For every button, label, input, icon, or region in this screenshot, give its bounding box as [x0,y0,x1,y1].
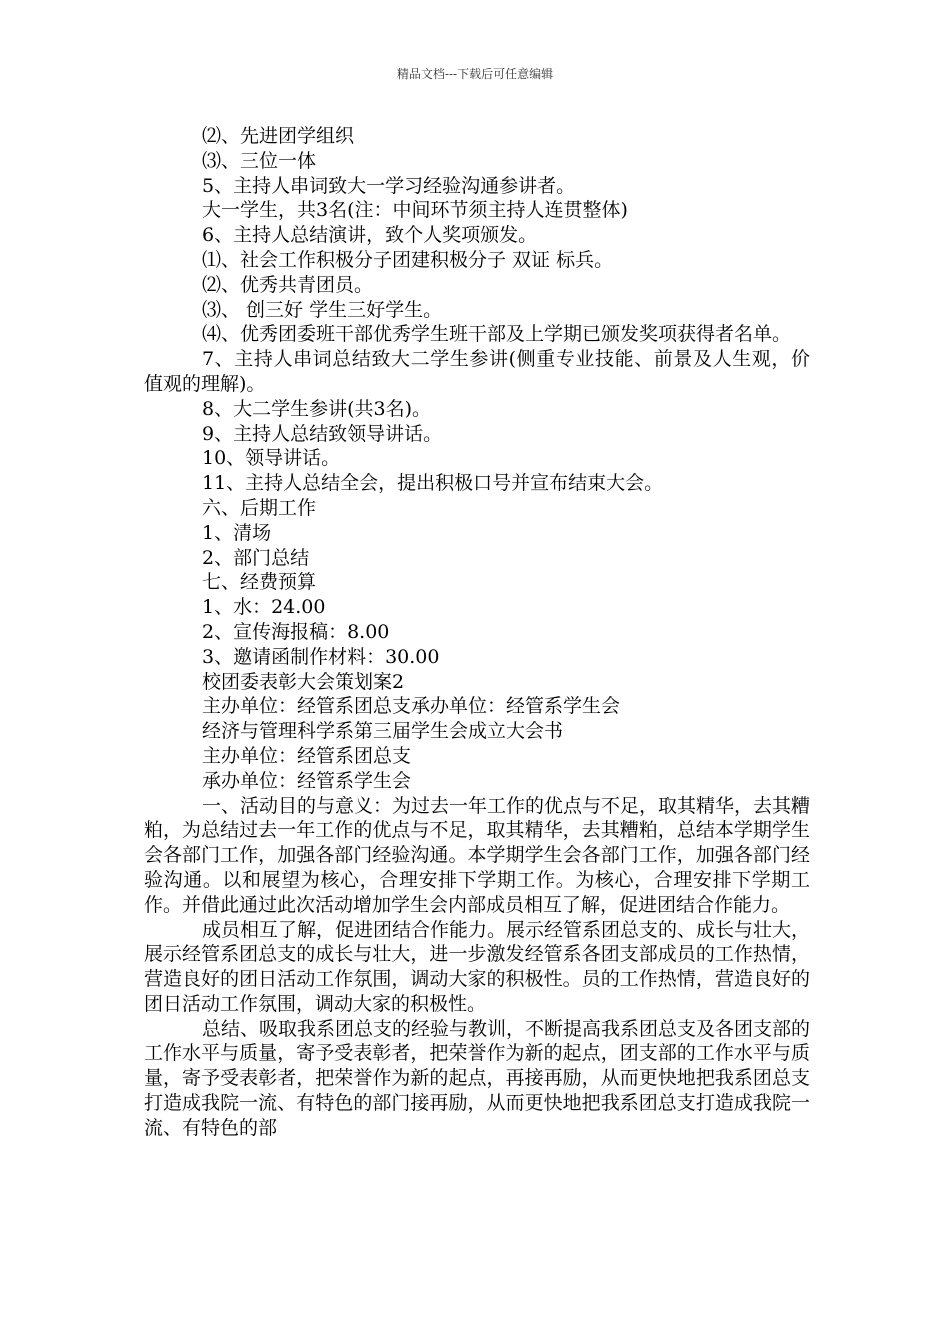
text-line: ⑶、三位一体 [202,149,317,172]
organizer-line: 承办单位：经管系学生会 [202,769,412,792]
text-line: 11、主持人总结全会，提出积极口号并宣布结束大会。 [202,472,664,495]
text-line: ⑵、先进团学组织 [202,125,355,147]
document-body [144,124,810,1141]
organizer-line: 主办单位：经管系团总支 [202,744,412,767]
growth-paragraph: 成员相互了解，促进团结合作能力。展示经管系团总支的、成长与壮大，展示经管系团总支的成长与壮大，进一步激发经管系各团支部成员的工作热情，营造良好的团日活动工作氛围，调动大家的积极性。员的工作热情，营造良好的团日活动工作氛围，调动大家的积极性。 [144,918,811,1015]
section-heading: 七、经费预算 [202,571,317,594]
text-line: 8、大二学生参讲(共3名)。 [202,397,432,420]
award-list-paragraph: ⑷、优秀团委班干部优秀学生班干部及上学期已颁发奖项获得者名单。 [202,323,792,346]
text-line: 10、领导讲话。 [202,447,341,470]
text-line: ⑵、优秀共青团员。 [202,273,374,296]
sophomore-speech-paragraph: 7、主持人串词总结致大二学生参讲(侧重专业技能、前景及人生观，价值观的理解)。 [144,348,810,395]
text-line: 6、主持人总结演讲，致个人奖项颁发。 [202,224,538,247]
budget-item: 2、宣传海报稿：8.00 [202,620,390,643]
text-line: 9、主持人总结致领导讲话。 [202,422,443,445]
summary-paragraph: 总结、吸取我系团总支的经验与教训，不断提高我系团总支及各团支部的工作水平与质量，寄予受表彰者，把荣誉作为新的起点，团支部的工作水平与质量，寄予受表彰者，把荣誉作为新的起点，再接再励，从而更快地把我系团总支打造成我院一流、有特色的部门接再励，从而更快地把我系团总支打造成我院一流、有特色的部 [144,1017,811,1139]
organizer-line: 主办单位：经管系团总支承办单位：经管系学生会 [202,695,621,718]
text-line: 大一学生，共3名(注：中间环节须主持人连贯整体) [202,199,628,222]
budget-item: 3、邀请函制作材料：30.00 [202,645,440,668]
document-title: 校团委表彰大会策划案2 [202,670,405,693]
section-heading: 六、后期工作 [202,496,317,519]
text-line: 2、部门总结 [202,546,310,569]
text-line: 1、清场 [202,521,272,544]
purpose-paragraph: 一、活动目的与意义：为过去一年工作的优点与不足，取其精华，去其糟粕，为总结过去一年工作的优点与不足，取其精华，去其糟粕，总结本学期学生会各部门工作，加强各部门经验沟通。本学期学生会各部门工作，加强各部门经验沟通。以和展望为核心，合理安排下学期工作。为核心，合理安排下学期工作。并借此通过此次活动增加学生会内部成员相互了解，促进团结合作能力。 [144,794,811,916]
text-line: ⑴、社会工作积极分子团建积极分子 双证 标兵。 [202,248,614,271]
text-line: 5、主持人串词致大一学习经验沟通参讲者。 [202,174,576,197]
text-line: ⑶、 创三好 学生三好学生。 [202,298,443,321]
page-header: 精品文档---下载后可任意编辑 [396,67,554,81]
text-line: 经济与管理科学系第三届学生会成立大会书 [202,720,564,743]
budget-item: 1、水：24.00 [202,596,326,619]
